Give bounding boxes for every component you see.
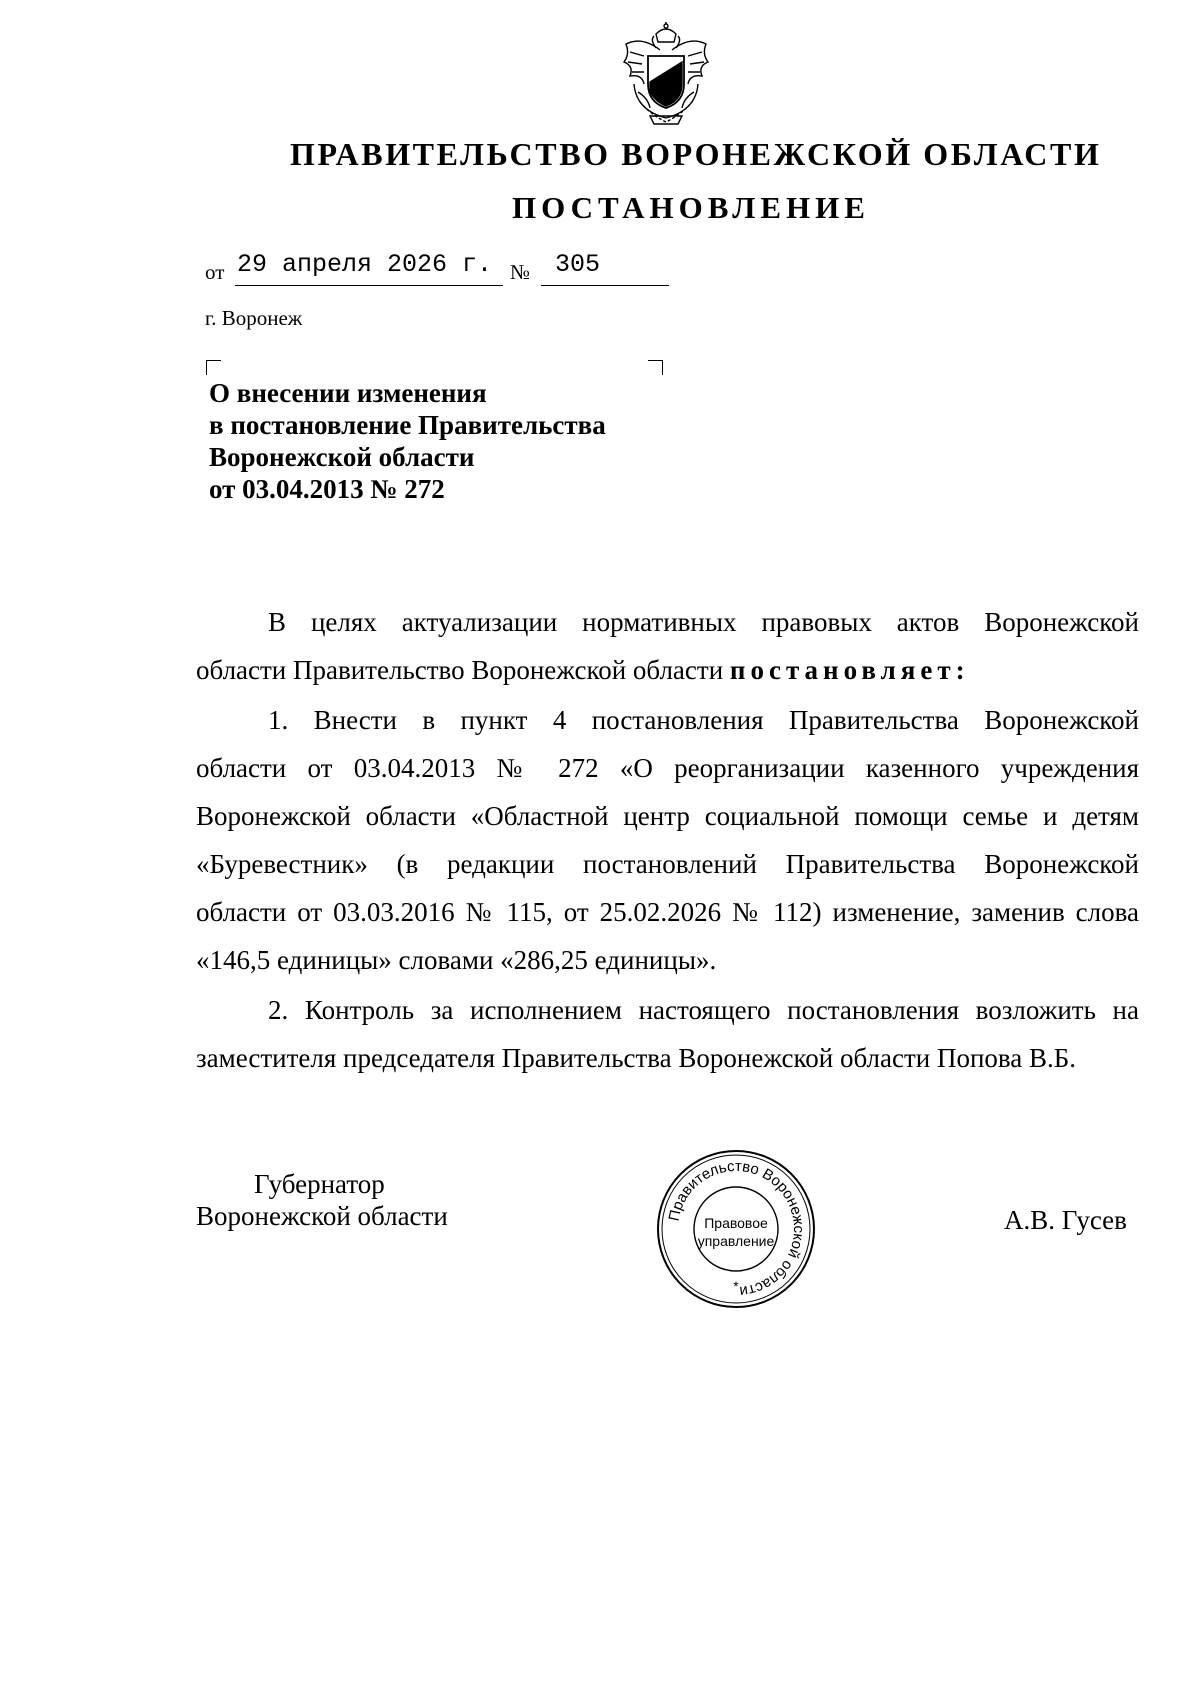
preamble-text: области Правительство Воронежской области [196, 655, 724, 685]
number-underline [541, 285, 669, 286]
paragraph-1-line: области от 03.04.2013 № 272 «О реорганизации казенного учреждения [196, 753, 1139, 783]
paragraph-1-line: «146,5 единицы» словами «286,25 единицы». [196, 945, 717, 975]
title-line: О внесении изменения [209, 378, 487, 408]
number-prefix: № [510, 260, 531, 284]
coat-of-arms-icon [620, 22, 712, 126]
position-line: Губернатор [254, 1169, 385, 1199]
title-line: от 03.04.2013 № 272 [209, 474, 445, 504]
paragraph-2-line: заместителя председателя Правительства Воронежской области Попова В.Б. [196, 1043, 1077, 1073]
date-prefix: от [205, 260, 225, 284]
paragraph-1-line: Воронежской области «Областной центр социальной помощи семье и детям [196, 801, 1139, 831]
preamble-line: В целях актуализации нормативных правовых актов Воронежской [268, 607, 1139, 637]
title-line: Воронежской области [209, 442, 475, 472]
date-number-row [205, 250, 685, 290]
paragraph-2-line: 2. Контроль за исполнением настоящего постановления возложить на [268, 995, 1139, 1025]
position-line: Воронежской области [196, 1201, 448, 1231]
government-name: ПРАВИТЕЛЬСТВО ВОРОНЕЖСКОЙ ОБЛАСТИ [290, 136, 1102, 172]
date-underline [235, 285, 503, 286]
paragraph-1-line: области от 03.03.2016 № 115, от 25.02.2026 № 112) изменение, заменив слова [196, 897, 1139, 927]
document-type: ПОСТАНОВЛЕНИЕ [512, 190, 870, 225]
title-line: в постановление Правительства [209, 410, 606, 440]
signatory-name: А.В. Гусев [1004, 1205, 1127, 1235]
stamp-center-line: управление [697, 1233, 775, 1249]
title-bracket-right [648, 360, 663, 375]
decree-word: постановляет: [729, 655, 970, 685]
city: г. Воронеж [205, 306, 303, 330]
signatory-position [196, 1168, 448, 1232]
stamp-center-line: Правовое [704, 1215, 768, 1231]
document-title [209, 377, 606, 505]
title-bracket-left [206, 360, 221, 375]
official-stamp [655, 1148, 817, 1310]
paragraph-1-line: 1. Внести в пункт 4 постановления Правительства Воронежской [268, 705, 1139, 735]
paragraph-1-line: «Буревестник» (в редакции постановлений Правительства Воронежской [196, 849, 1139, 879]
preamble-line [196, 655, 1139, 686]
date-value: 29 апреля 2026 г. [237, 250, 493, 279]
stamp-ring-text: Правительство Воронежской области [665, 1157, 808, 1300]
number-value: 305 [555, 250, 601, 279]
stamp-star: * [733, 1278, 739, 1294]
